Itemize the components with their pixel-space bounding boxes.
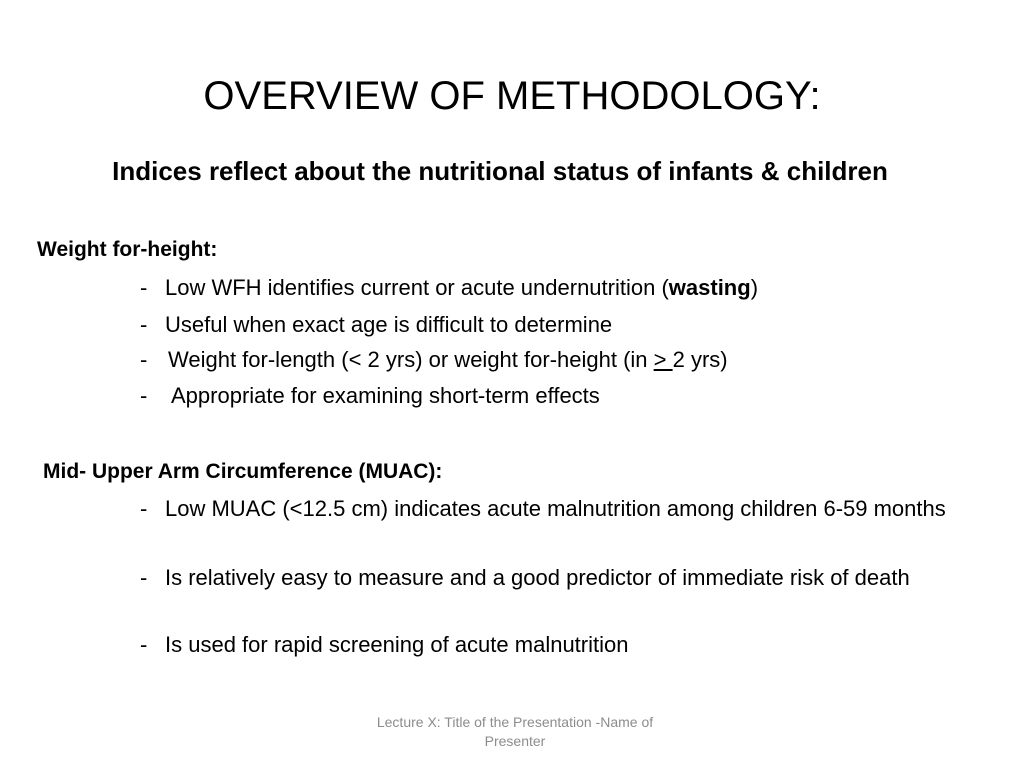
wfh-heading: Weight for-height:: [37, 238, 218, 261]
bullet-dash: -: [140, 347, 148, 372]
muac-bullet-2-text: Is relatively easy to measure and a good predictor of immediate risk of death: [165, 565, 910, 590]
muac-heading: Mid- Upper Arm Circumference (MUAC):: [43, 460, 443, 483]
wfh-bullet-1-bold: wasting: [668, 275, 751, 300]
muac-bullet-3-text: Is used for rapid screening of acute malnutrition: [165, 632, 629, 657]
bullet-dash: -: [140, 275, 148, 300]
wfh-bullet-4: [140, 381, 900, 411]
muac-bullet-2: [140, 563, 990, 593]
muac-bullet-1: [140, 494, 990, 524]
wfh-bullet-1: [140, 273, 900, 303]
wfh-bullet-3-underlined: >: [653, 347, 673, 372]
wfh-bullet-3-pre: Weight for-length (< 2 yrs) or weight for-height (in: [168, 347, 654, 372]
muac-bullet-1-text: Low MUAC (<12.5 cm) indicates acute malnutrition among children 6-59 months: [165, 496, 946, 521]
slide-title: OVERVIEW OF METHODOLOGY:: [203, 74, 821, 118]
wfh-bullet-3-post: 2 yrs): [672, 347, 728, 372]
wfh-bullet-3: [140, 345, 900, 375]
wfh-bullet-2: [140, 310, 900, 340]
wfh-bullet-1-text: [140, 273, 900, 303]
bullet-dash: -: [140, 565, 148, 590]
wfh-bullet-3-text: [140, 345, 900, 375]
muac-bullet-3: [140, 630, 990, 660]
slide-footer: Lecture X: Title of the Presentation -Name of Presenter: [376, 714, 654, 749]
slide-subtitle: Indices reflect about the nutritional status of infants & children: [112, 156, 888, 186]
wfh-bullet-1-pre: Low WFH identifies current or acute undernutrition (: [165, 275, 669, 300]
wfh-bullet-1-post: ): [750, 275, 759, 300]
bullet-dash: -: [140, 312, 148, 337]
bullet-dash: -: [140, 383, 148, 408]
bullet-dash: -: [140, 632, 148, 657]
wfh-bullet-2-text: Useful when exact age is difficult to determine: [165, 312, 613, 337]
bullet-dash: -: [140, 496, 148, 521]
wfh-bullet-4-text: Appropriate for examining short-term effects: [171, 383, 600, 408]
